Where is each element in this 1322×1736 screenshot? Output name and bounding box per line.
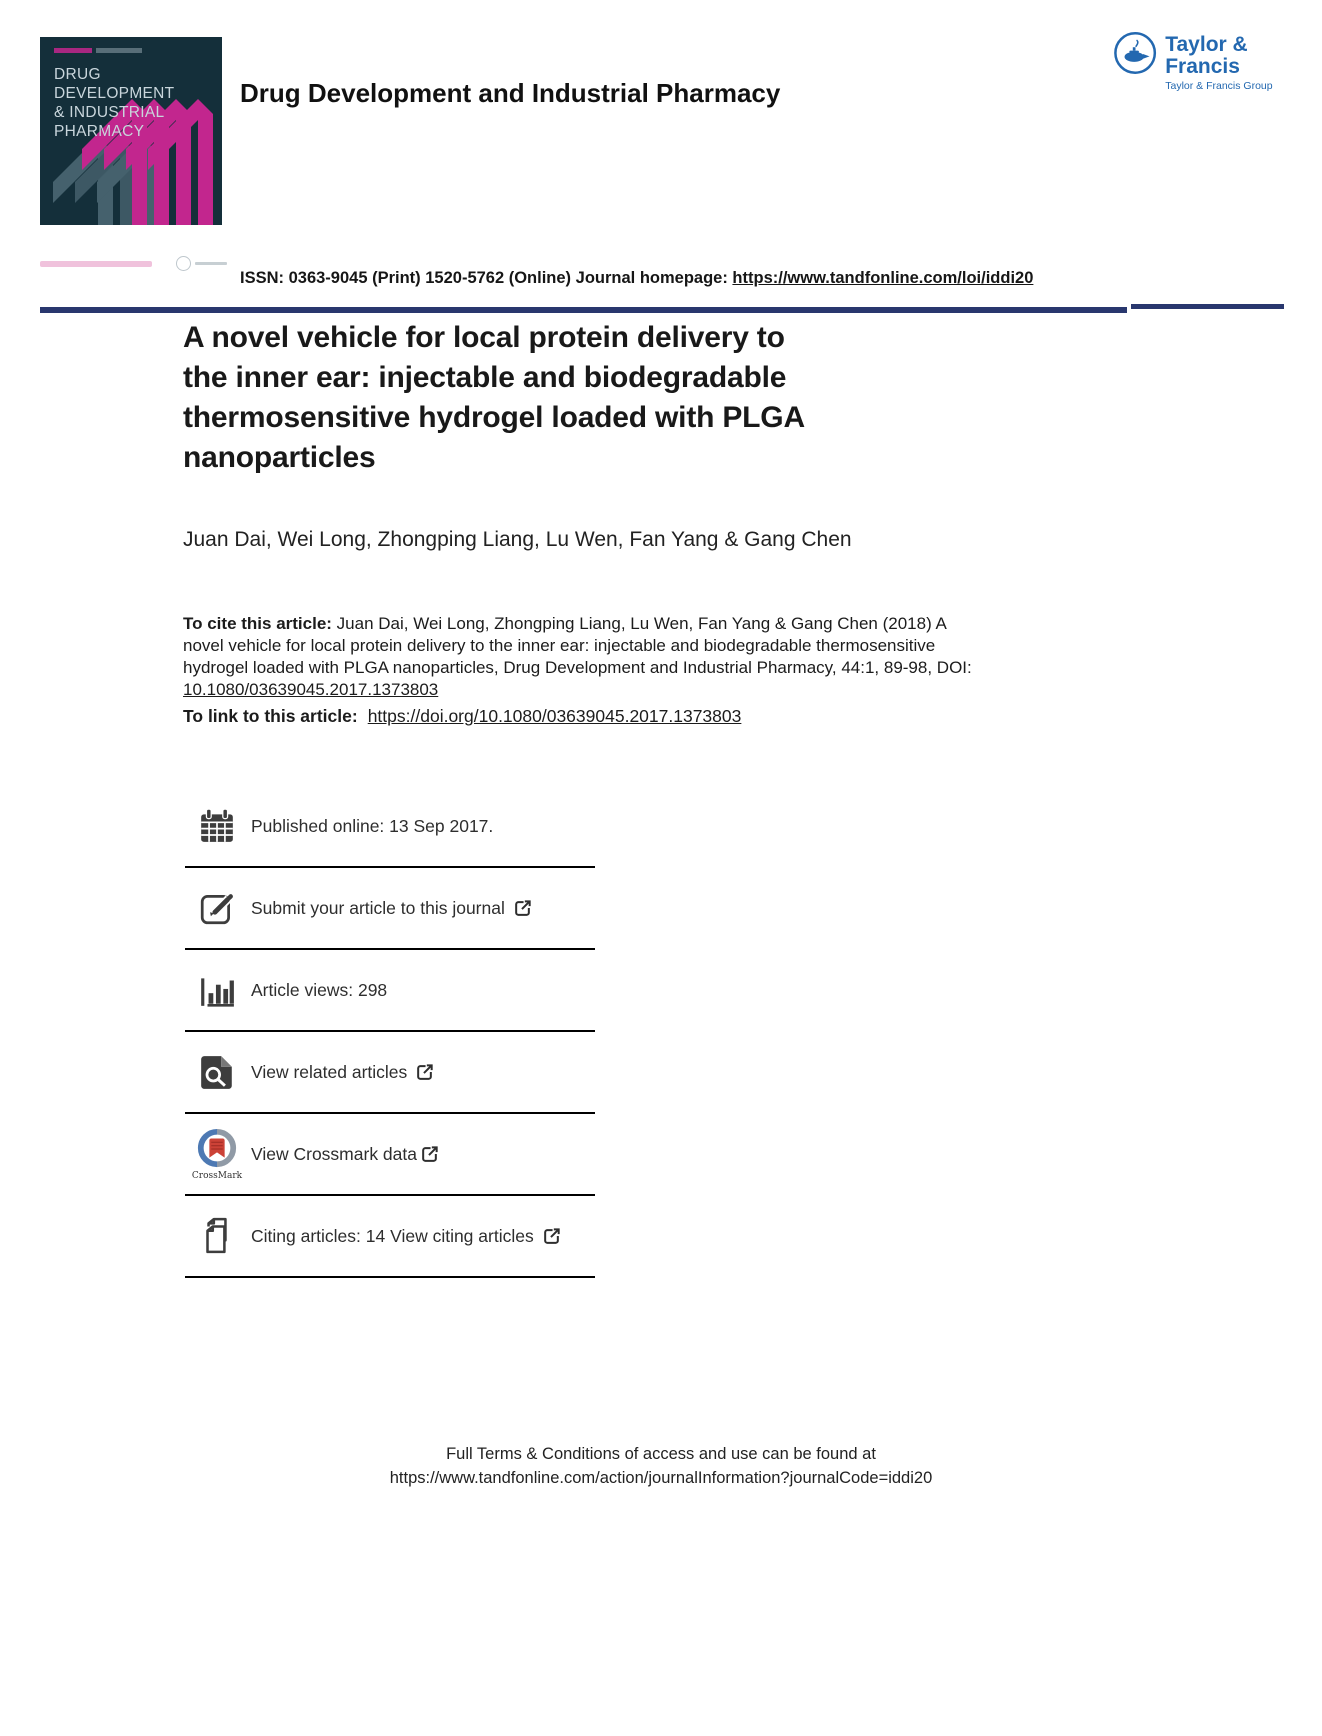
citing-articles-row[interactable] (185, 1196, 595, 1276)
calendar-icon (198, 807, 236, 845)
view-related-link[interactable]: View related articles (251, 1061, 408, 1082)
view-crossmark-link[interactable]: View Crossmark data (251, 1143, 417, 1164)
crossmark-icon (196, 1128, 238, 1170)
external-link-icon (542, 1227, 561, 1246)
view-crossmark-row[interactable] (185, 1114, 595, 1194)
article-action-list (185, 786, 595, 1278)
mini-roundel-text (195, 262, 227, 265)
terms-footer (0, 1442, 1322, 1490)
bar-chart-icon (198, 971, 236, 1009)
link-line (183, 706, 741, 727)
cover-footer-micro-text (40, 261, 152, 267)
taylor-francis-logo (1113, 30, 1322, 92)
terms-footer-line1: Full Terms & Conditions of access and use can be found at (446, 1445, 876, 1463)
published-online-text: Published online: 13 Sep 2017. (251, 815, 494, 836)
crossmark-caption: CrossMark (191, 1170, 243, 1181)
external-link-icon (420, 1145, 439, 1164)
article-views-row (185, 950, 595, 1030)
citation-paragraph (183, 613, 983, 701)
related-articles-icon (198, 1053, 236, 1091)
cover-journal-title: DRUG DEVELOPMENT & INDUSTRIAL PHARMACY (54, 66, 175, 140)
article-authors: Juan Dai, Wei Long, Zhongping Liang, Lu Wen, Fan Yang & Gang Chen (183, 528, 852, 551)
submit-article-link[interactable]: Submit your article to this journal (251, 897, 505, 918)
taylor-francis-lamp-icon (1113, 30, 1157, 76)
external-link-icon (513, 899, 532, 918)
citing-articles-icon (198, 1217, 236, 1255)
issn-homepage-line (240, 269, 1033, 288)
external-link-icon (415, 1063, 434, 1082)
mini-taylor-francis-mark (176, 255, 232, 271)
journal-homepage-link[interactable]: https://www.tandfonline.com/loi/iddi20 (732, 269, 1034, 287)
journal-cover-thumbnail (40, 37, 222, 225)
cite-body: Juan Dai, Wei Long, Zhongping Liang, Lu Wen, Fan Yang & Gang Chen (2018) A novel vehicle for local protein delivery to the inner ear: injectable and biodegradable thermosensitive hydrogel loaded with PLGA nanoparticles, Drug Development and Industrial Pharmacy, 44:1, 89-98, DOI: (183, 614, 972, 677)
link-label: To link to this article: (183, 706, 358, 726)
submit-icon (198, 889, 236, 927)
mini-roundel-circle (176, 256, 191, 271)
article-doi-url-link[interactable]: https://doi.org/10.1080/03639045.2017.1373803 (367, 706, 742, 726)
article-views-text: Article views: 298 (251, 979, 388, 1000)
published-online-row (185, 786, 595, 866)
citing-articles-link[interactable]: Citing articles: 14 View citing articles (251, 1225, 534, 1246)
taylor-francis-wordmark: Taylor & Francis (1165, 33, 1248, 78)
header-rule-left-segment (40, 307, 1127, 313)
doi-link[interactable]: 10.1080/03639045.2017.1373803 (183, 680, 439, 699)
view-related-row[interactable] (185, 1032, 595, 1112)
submit-article-row[interactable] (185, 868, 595, 948)
journal-name-heading: Drug Development and Industrial Pharmacy (240, 78, 781, 108)
header-rule-right-segment (1131, 304, 1284, 309)
separator (185, 1276, 595, 1278)
terms-footer-url[interactable]: https://www.tandfonline.com/action/journalInformation?journalCode=iddi20 (389, 1469, 933, 1487)
cite-label: To cite this article: (183, 614, 337, 633)
issn-text: ISSN: 0363-9045 (Print) 1520-5762 (Online) Journal homepage: (240, 269, 733, 287)
taylor-francis-group-label: Taylor & Francis Group (1165, 80, 1273, 92)
article-title: A novel vehicle for local protein delivery to the inner ear: injectable and biodegradable thermosensitive hydrogel loaded with PLGA nanoparticles (183, 321, 805, 474)
